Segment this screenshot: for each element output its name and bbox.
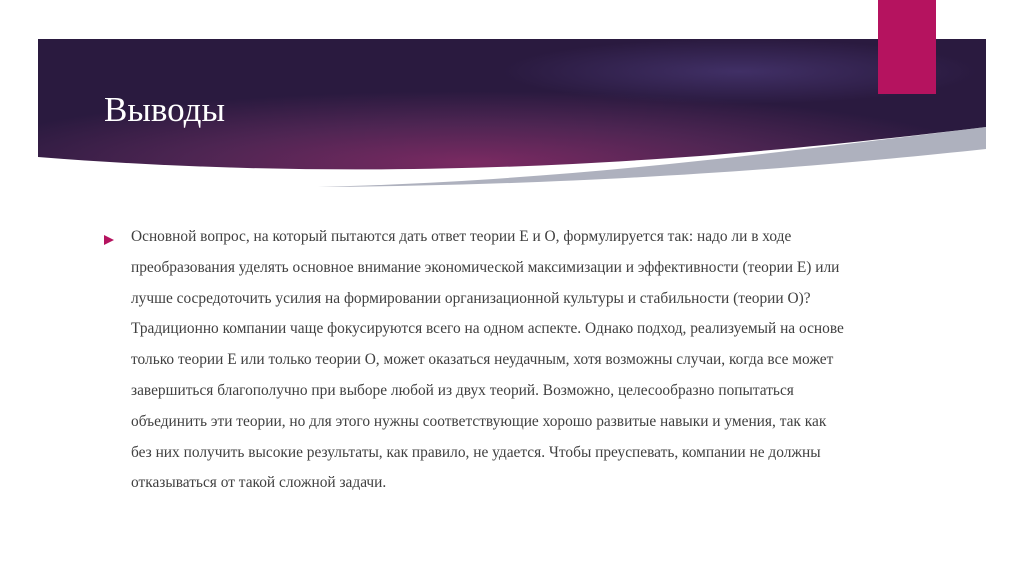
bullet-item xyxy=(104,222,844,499)
triangle-right-icon xyxy=(104,235,114,245)
slide-title: Выводы xyxy=(104,90,225,129)
bullet-text: Основной вопрос, на который пытаются дать ответ теории Е и О, формулируется так: надо ли в ходе преобразования уделять основное внимание экономической максимизации и эффективности (теории Е) или лучше сосредоточить усилия на формировании организационной культуры и стабильности (теории О)? Традиционно компании чаще фокусируются всего на одном аспекте. Однако подход, реализуемый на основе только теории Е или только теории О, может оказаться неудачным, хотя возможны случаи, когда все может завершиться благополучно при выборе любой из двух теорий. Возможно, целесообразно попытаться объединить эти теории, но для этого нужны соответствующие хорошо развитые навыки и умения, так как без них получить высокие результаты, как правило, не удается. Чтобы преуспевать, компании не должны отказываться от такой сложной задачи. xyxy=(131,228,844,492)
accent-tab xyxy=(878,0,936,94)
bullet-list xyxy=(104,222,844,499)
